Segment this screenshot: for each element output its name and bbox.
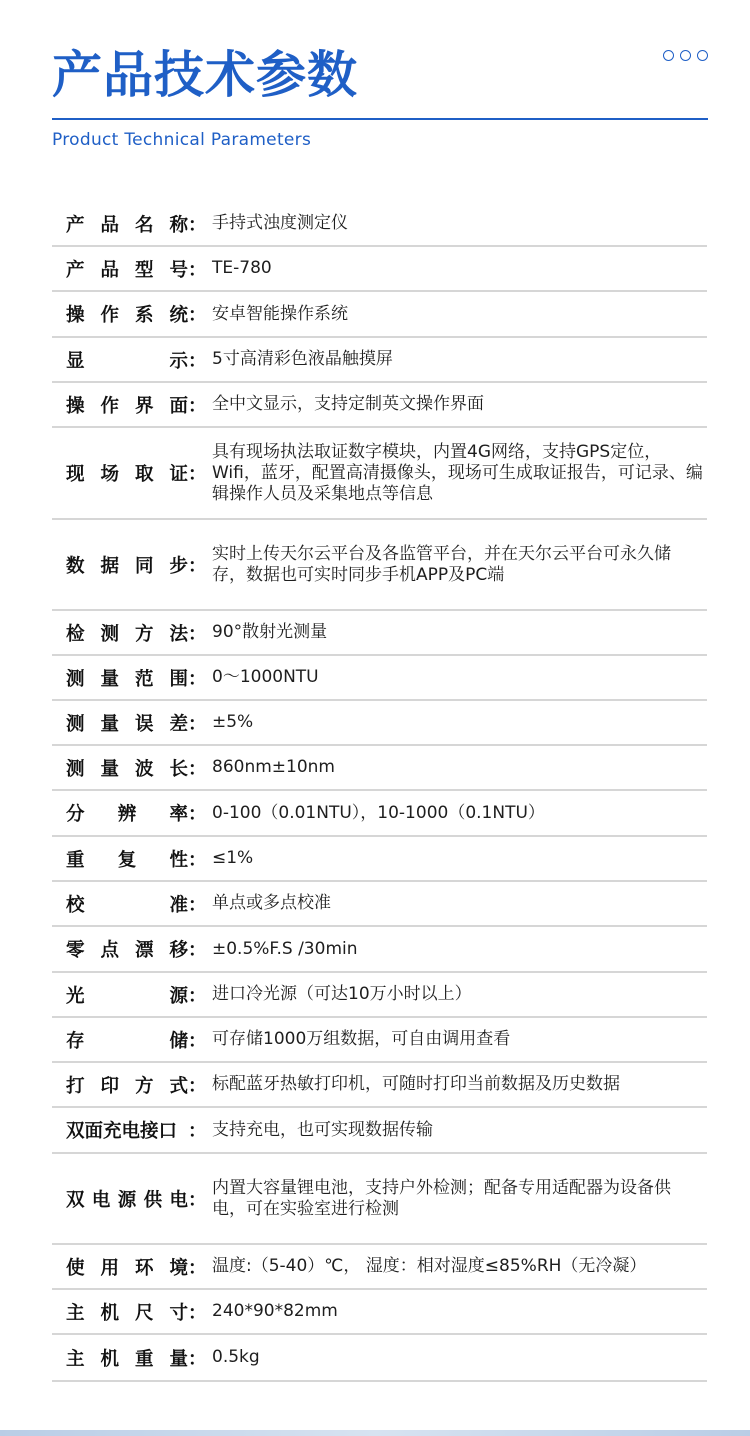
spec-label [52,710,207,736]
page-title: 产品技术参数 [52,46,358,104]
spec-row [52,1108,707,1154]
spec-label [52,1254,207,1280]
spec-label [52,665,207,691]
spec-row [52,837,707,882]
spec-colon: ： [188,1075,207,1097]
spec-label-text: 主机尺寸 [66,1302,188,1324]
spec-row [52,791,707,837]
spec-table [52,202,707,1382]
spec-colon: ： [188,350,207,372]
spec-row [52,746,707,791]
spec-label [52,1072,207,1098]
circle-icon [680,50,691,61]
spec-label-text: 零点漂移 [66,940,188,961]
spec-row [52,1335,707,1382]
spec-value: 0.5kg [212,1347,260,1367]
spec-label [52,800,207,826]
spec-label [52,301,207,327]
spec-label-text: 双电源供电 [66,1189,188,1211]
title-divider [52,118,708,120]
spec-row [52,882,707,927]
spec-value: 单点或多点校准 [212,893,331,913]
spec-label-text: 测量波长 [66,758,188,780]
spec-row [52,428,707,520]
circle-icon [663,50,674,61]
spec-colon: ： [188,555,207,577]
spec-value: 具有现场执法取证数字模块，内置4G网络，支持GPS定位，Wifi，蓝牙，配置高清摄像头，现场可生成取证报告，可记录、编辑操作人员及采集地点等信息 [212,441,703,504]
spec-colon: ： [188,1348,207,1370]
spec-label [52,1186,207,1212]
spec-label-text: 数据同步 [66,555,188,577]
spec-value: 标配蓝牙热敏打印机，可随时打印当前数据及历史数据 [212,1074,620,1094]
spec-label-text: 分辨率 [66,804,188,825]
spec-colon: ： [188,259,207,281]
spec-label-text: 测量范围 [66,668,188,690]
spec-colon: ： [188,1121,207,1142]
spec-colon: ： [188,395,207,417]
spec-row [52,520,707,611]
spec-row [52,247,707,292]
bottom-band [0,1430,750,1436]
spec-value: 实时上传天尔云平台及各监管平台，并在天尔云平台可永久储存，数据也可实时同步手机APP及PC端 [212,543,671,585]
spec-label-text: 检测方法 [66,623,188,645]
spec-row [52,1290,707,1335]
spec-value: 90°散射光测量 [212,622,328,642]
spec-label-text: 校准 [66,894,188,916]
spec-label [52,392,207,418]
spec-row [52,338,707,383]
spec-row [52,1245,707,1290]
spec-colon: ： [188,464,207,485]
spec-value: 手持式浊度测定仪 [212,213,348,233]
spec-label [52,755,207,781]
spec-colon: ： [188,1257,207,1279]
spec-value: ±5% [212,712,254,732]
page-subtitle: Product Technical Parameters [52,130,312,150]
spec-label [52,256,207,282]
spec-colon: ： [188,758,207,780]
spec-label-text: 现场取证 [66,464,188,485]
spec-value: 240*90*82mm [212,1301,338,1321]
spec-label [52,1299,207,1325]
spec-colon: ： [188,305,207,326]
spec-colon: ： [188,804,207,825]
spec-colon: ： [188,940,207,961]
spec-label-text: 使用环境 [66,1257,188,1279]
spec-label [52,891,207,917]
spec-colon: ： [188,1030,207,1052]
spec-label-text: 测量误差 [66,713,188,735]
spec-label-text: 操作系统 [66,305,188,326]
spec-label-text: 重复性 [66,849,188,871]
spec-label [52,620,207,646]
spec-value: 0～1000NTU [212,667,319,687]
spec-label [52,460,207,486]
spec-label-text: 主机重量 [66,1348,188,1370]
spec-label-text: 产品型号 [66,259,188,281]
spec-row [52,611,707,656]
spec-label [52,1117,207,1143]
spec-row [52,973,707,1018]
spec-value: 5寸高清彩色液晶触摸屏 [212,349,393,369]
spec-value: 温度:（5-40）℃， 湿度：相对湿度≤85%RH（无冷凝） [212,1256,647,1276]
spec-row [52,1154,707,1245]
spec-label-text: 产品名称 [66,214,188,236]
spec-colon: ： [188,1189,207,1211]
spec-label-text: 显示 [66,350,188,372]
spec-colon: ： [188,894,207,916]
spec-label [52,936,207,962]
spec-row [52,927,707,973]
spec-row [52,1063,707,1108]
spec-label-text: 存储 [66,1030,188,1052]
spec-colon: ： [188,668,207,690]
spec-label [52,552,207,578]
spec-row [52,656,707,701]
spec-label-text: 操作界面 [66,395,188,417]
spec-colon: ： [188,623,207,645]
spec-label-text: 打印方式 [66,1075,188,1097]
spec-row [52,292,707,338]
spec-value: 860nm±10nm [212,757,335,777]
spec-row [52,701,707,746]
spec-value: 支持充电，也可实现数据传输 [212,1119,433,1140]
spec-value: TE-780 [212,258,272,278]
spec-row [52,1018,707,1063]
spec-label [52,1345,207,1371]
spec-value: 内置大容量锂电池，支持户外检测；配备专用适配器为设备供电，可在实验室进行检测 [212,1177,671,1219]
spec-value: 进口冷光源（可达10万小时以上） [212,984,472,1004]
spec-value: ≤1% [212,848,254,868]
spec-colon: ： [188,713,207,735]
spec-value: 安卓智能操作系统 [212,303,348,324]
spec-value: 可存储1000万组数据，可自由调用查看 [212,1029,511,1049]
circle-icon [697,50,708,61]
spec-label [52,846,207,872]
spec-colon: ： [188,849,207,871]
spec-label-text: 光源 [66,985,188,1007]
spec-value: ±0.5%F.S /30min [212,938,358,959]
spec-row [52,202,707,247]
spec-label-text: 双面充电接口 [66,1121,178,1142]
spec-label [52,347,207,373]
spec-colon: ： [188,214,207,236]
spec-value: 全中文显示，支持定制英文操作界面 [212,394,484,414]
spec-label [52,982,207,1008]
spec-row [52,383,707,428]
spec-colon: ： [188,1302,207,1324]
spec-label [52,1027,207,1053]
spec-colon: ： [188,985,207,1007]
spec-value: 0-100（0.01NTU），10-1000（0.1NTU） [212,802,545,823]
three-circles-icon [663,50,708,61]
spec-label [52,211,207,237]
